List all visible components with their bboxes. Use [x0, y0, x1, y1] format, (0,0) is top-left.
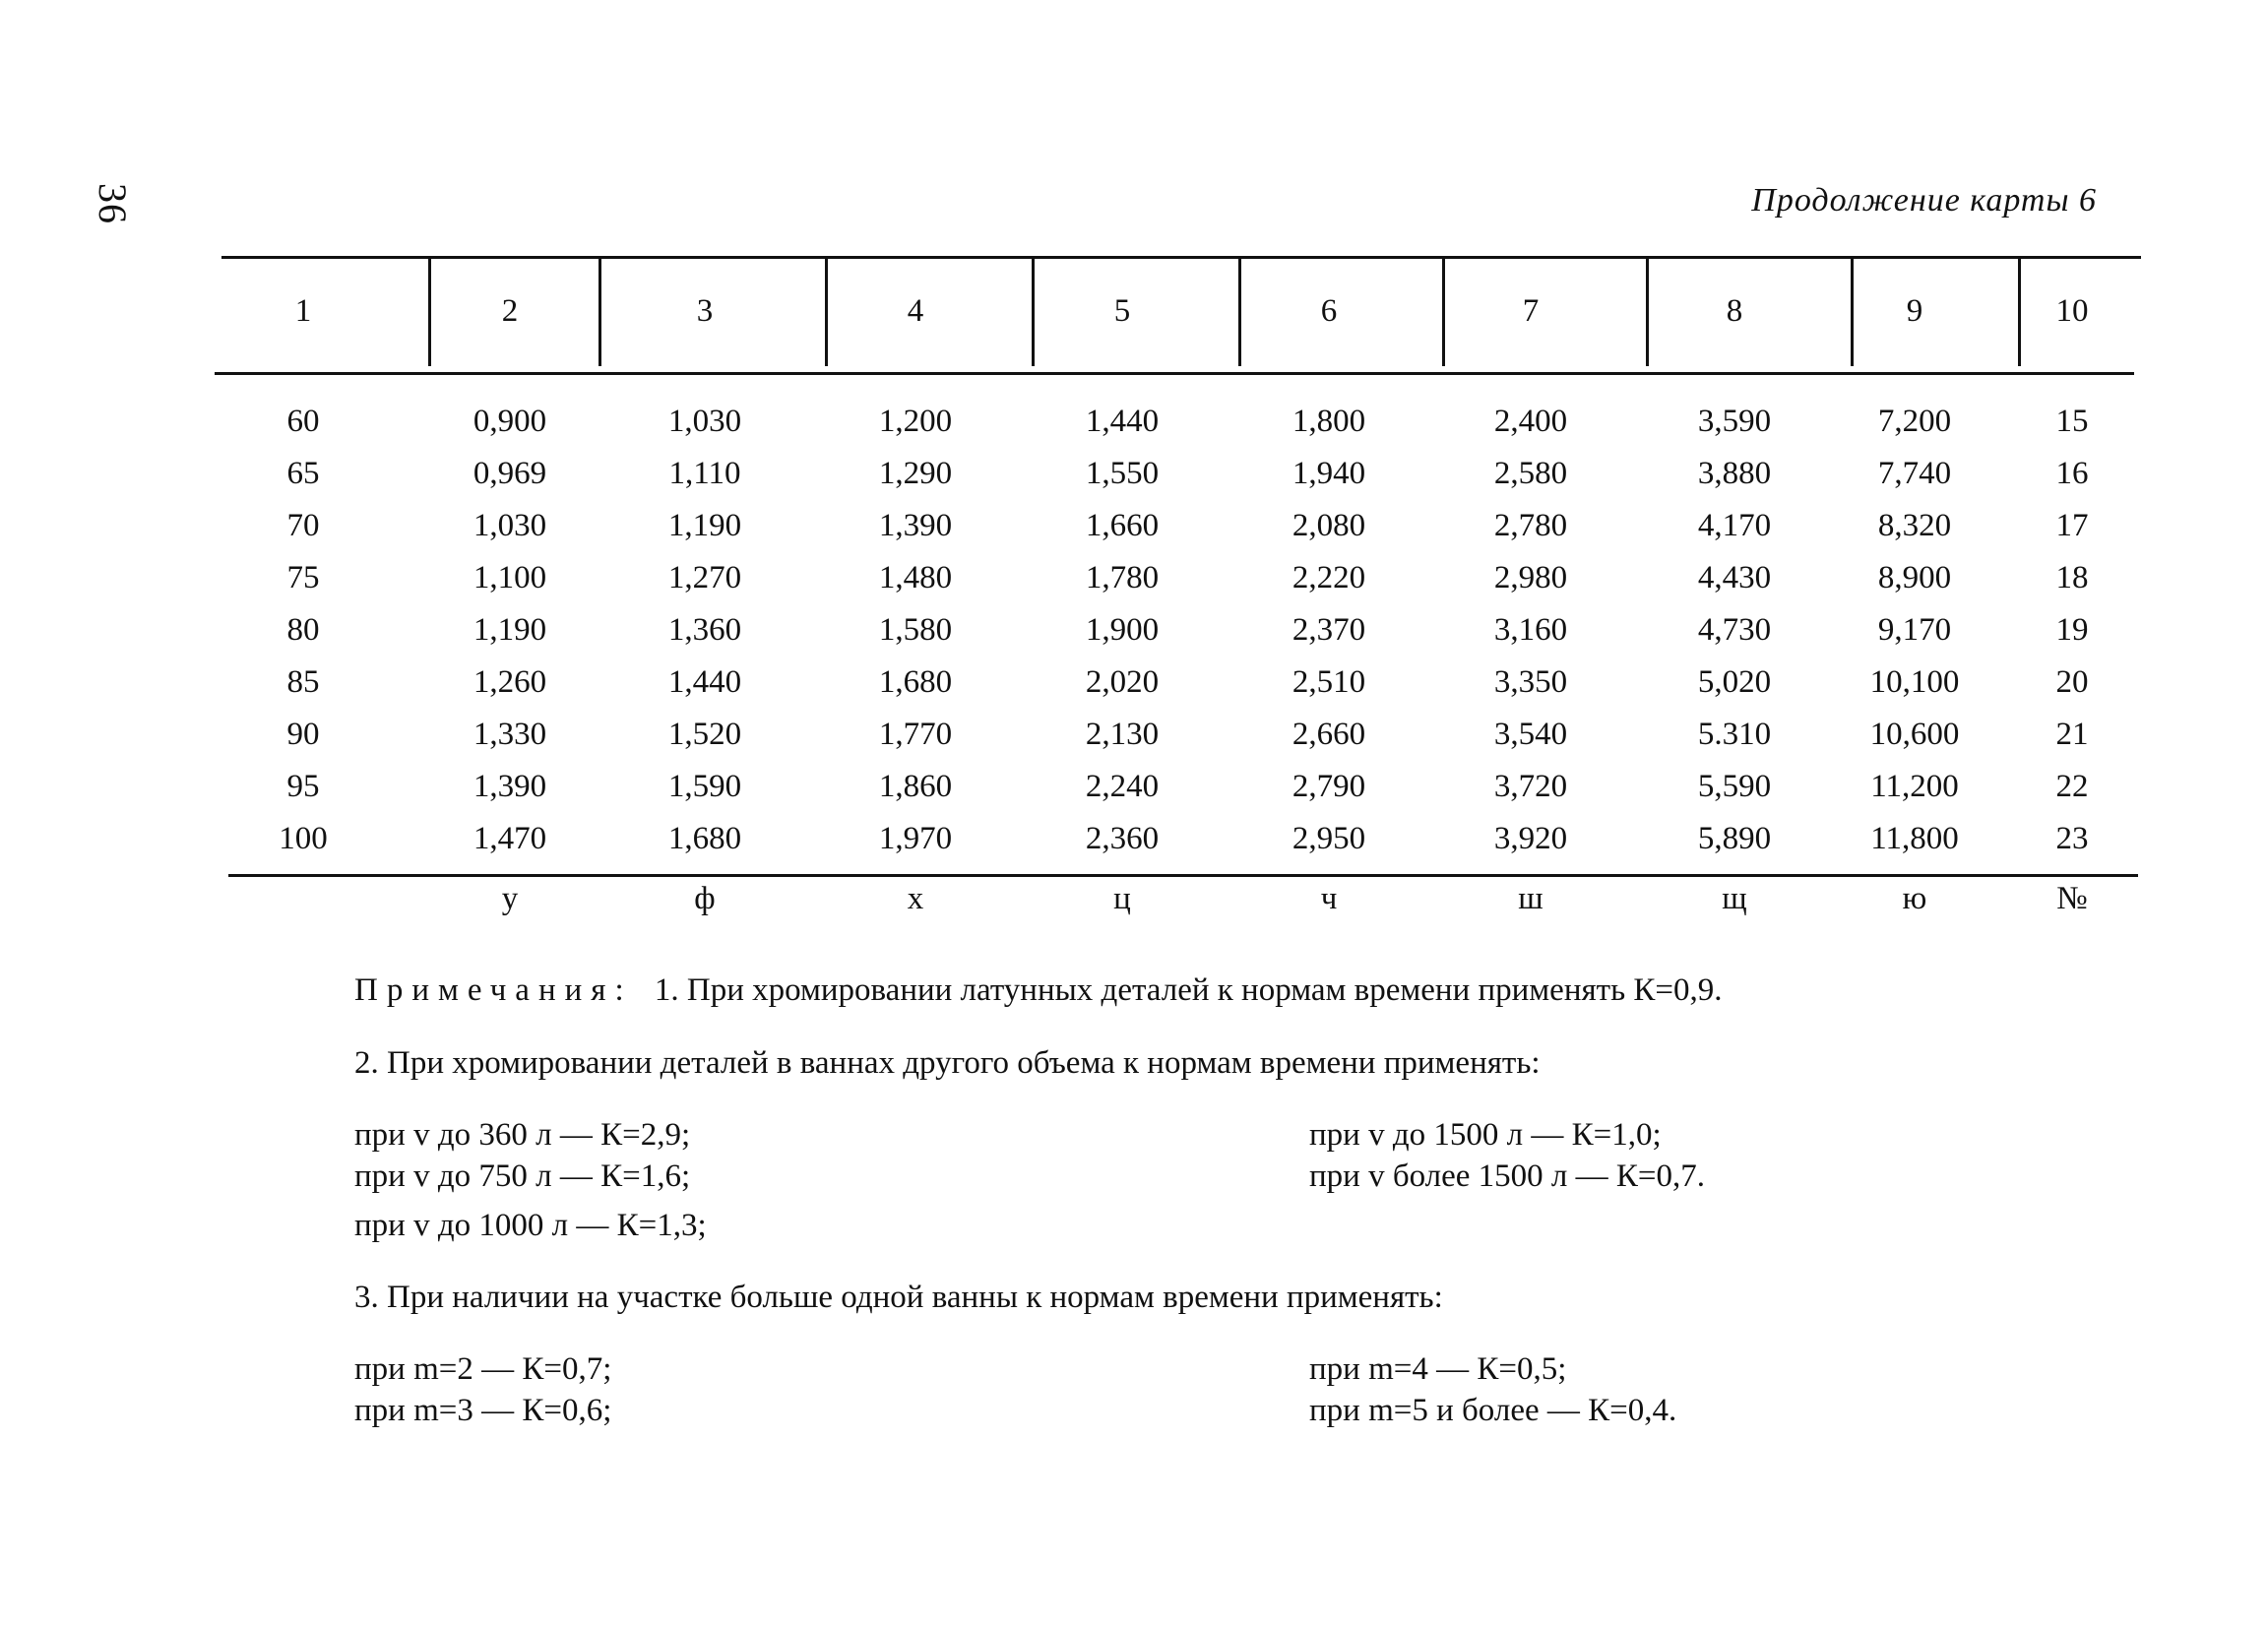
table-cell: ч — [1320, 881, 1338, 916]
table-cell: 1,940 — [1292, 456, 1366, 491]
table-cell: 1,800 — [1292, 404, 1366, 439]
table-cell: 3,540 — [1493, 717, 1568, 752]
note-2-item: при v до 750 л — К=1,6; — [354, 1158, 691, 1194]
table-cell: 1,480 — [878, 560, 953, 595]
table-cell: 65 — [286, 456, 320, 491]
table-cell: 1,680 — [878, 664, 953, 700]
table-cell: 70 — [286, 508, 320, 543]
table-cell: 2,980 — [1493, 560, 1568, 595]
note-3-item: при m=5 и более — К=0,4. — [1309, 1393, 1677, 1428]
table-cell: 5.310 — [1697, 717, 1772, 752]
table-cell: 19 — [2055, 612, 2089, 648]
table-cell: 7 — [1522, 293, 1540, 329]
table-cell: 100 — [279, 821, 328, 856]
table-cell: 1,190 — [667, 508, 742, 543]
table-cell: 1,970 — [878, 821, 953, 856]
header-bottom-rule — [215, 372, 2134, 375]
table-cell: 11,800 — [1870, 821, 1959, 856]
table-cell: 2,400 — [1493, 404, 1568, 439]
note-2-item: при v до 1500 л — К=1,0; — [1309, 1117, 1662, 1153]
table-cell: 1,200 — [878, 404, 953, 439]
table-cell: 2,130 — [1085, 717, 1160, 752]
table-cell: 3,880 — [1697, 456, 1772, 491]
table-cell: 4,430 — [1697, 560, 1772, 595]
table-cell: 2,780 — [1493, 508, 1568, 543]
table-cell: 1,100 — [472, 560, 547, 595]
table-cell: 3,160 — [1493, 612, 1568, 648]
table-cell: 1,390 — [472, 769, 547, 804]
table-cell: ф — [694, 881, 716, 916]
table-cell: х — [907, 881, 924, 916]
note-2: 2. При хромировании деталей в ваннах другого объема к нормам времени применять: — [354, 1045, 1541, 1081]
table-cell: 6 — [1320, 293, 1338, 329]
table-caption: Продолжение карты 6 — [1751, 182, 2097, 219]
table-cell: 1,360 — [667, 612, 742, 648]
table-cell: 1,190 — [472, 612, 547, 648]
note-3-item: при m=4 — К=0,5; — [1309, 1351, 1567, 1387]
note-3-item: при m=3 — К=0,6; — [354, 1393, 612, 1428]
table-cell: 1,520 — [667, 717, 742, 752]
table-cell: 1,030 — [667, 404, 742, 439]
table-cell: 2 — [501, 293, 519, 329]
table-cell: № — [2056, 881, 2088, 916]
note-2-item: при v более 1500 л — К=0,7. — [1309, 1158, 1706, 1194]
table-cell: 3,590 — [1697, 404, 1772, 439]
table-cell: 1,860 — [878, 769, 953, 804]
note-3: 3. При наличии на участке больше одной ванны к нормам времени применять: — [354, 1280, 1443, 1315]
table-cell: 1,110 — [668, 456, 741, 491]
table-cell: 9,170 — [1877, 612, 1952, 648]
note-3-item: при m=2 — К=0,7; — [354, 1351, 612, 1387]
table-cell: 1,440 — [667, 664, 742, 700]
table-cell: 23 — [2055, 821, 2089, 856]
table-cell: 22 — [2055, 769, 2089, 804]
table-cell: 8,320 — [1877, 508, 1952, 543]
table-cell: 2,360 — [1085, 821, 1160, 856]
table-cell: 10,100 — [1869, 664, 1960, 700]
table-cell: 7,740 — [1877, 456, 1952, 491]
table-cell: 60 — [286, 404, 320, 439]
table-cell: 5,020 — [1697, 664, 1772, 700]
table-cell: у — [501, 881, 519, 916]
table-cell: ю — [1902, 881, 1927, 916]
table-cell: 1,290 — [878, 456, 953, 491]
table-cell: 80 — [286, 612, 320, 648]
table-cell: 18 — [2055, 560, 2089, 595]
table-cell: 2,020 — [1085, 664, 1160, 700]
table-cell: 1,470 — [472, 821, 547, 856]
table-cell: 7,200 — [1877, 404, 1952, 439]
table-cell: 16 — [2055, 456, 2089, 491]
table-cell: 2,240 — [1085, 769, 1160, 804]
table-cell: ц — [1113, 881, 1131, 916]
table-cell: 5,590 — [1697, 769, 1772, 804]
table-cell: 5 — [1113, 293, 1131, 329]
table-cell: 3 — [696, 293, 714, 329]
table-cell: 1,590 — [667, 769, 742, 804]
note-1: 1. При хромировании латунных деталей к нормам времени применять К=0,9. — [654, 972, 1723, 1008]
table-cell: 3,920 — [1493, 821, 1568, 856]
table-cell: 1,770 — [878, 717, 953, 752]
table-cell: щ — [1722, 881, 1747, 916]
table-cell: 1,780 — [1085, 560, 1160, 595]
table-cell: 1 — [294, 293, 312, 329]
table-cell: 1,680 — [667, 821, 742, 856]
table-cell: 17 — [2055, 508, 2089, 543]
table-cell: 9 — [1906, 293, 1923, 329]
table-cell: 11,200 — [1870, 769, 1959, 804]
table-cell: 1,440 — [1085, 404, 1160, 439]
table-cell: 3,720 — [1493, 769, 1568, 804]
table-cell: ш — [1518, 881, 1544, 916]
notes-heading: Примечания: — [354, 972, 633, 1008]
table-cell: 90 — [286, 717, 320, 752]
table-cell: 2,790 — [1292, 769, 1366, 804]
table-bottom-rule — [228, 874, 2138, 877]
table-cell: 10,600 — [1869, 717, 1960, 752]
table-cell: 75 — [286, 560, 320, 595]
table-cell: 2,220 — [1292, 560, 1366, 595]
table-cell: 1,900 — [1085, 612, 1160, 648]
table-cell: 5,890 — [1697, 821, 1772, 856]
table-cell: 10 — [2055, 293, 2089, 329]
table-cell: 2,510 — [1292, 664, 1366, 700]
table-cell: 2,950 — [1292, 821, 1366, 856]
table-cell: 85 — [286, 664, 320, 700]
table-cell: 1,030 — [472, 508, 547, 543]
table-cell: 2,080 — [1292, 508, 1366, 543]
table-cell: 1,270 — [667, 560, 742, 595]
table-cell: 8,900 — [1877, 560, 1952, 595]
table-cell: 1,330 — [472, 717, 547, 752]
table-cell: 1,550 — [1085, 456, 1160, 491]
table-cell: 4 — [907, 293, 924, 329]
table-cell: 2,580 — [1493, 456, 1568, 491]
table-cell: 1,580 — [878, 612, 953, 648]
notes-line-1 — [354, 972, 1723, 1009]
table-cell: 1,390 — [878, 508, 953, 543]
table-cell: 1,260 — [472, 664, 547, 700]
table-cell: 3,350 — [1493, 664, 1568, 700]
table-cell: 21 — [2055, 717, 2089, 752]
table-cell: 95 — [286, 769, 320, 804]
note-2-item: при v до 360 л — К=2,9; — [354, 1117, 691, 1153]
page-number: 36 — [91, 183, 135, 224]
note-2-item: при v до 1000 л — К=1,3; — [354, 1208, 707, 1243]
column-divider — [598, 258, 601, 366]
table-cell: 0,969 — [472, 456, 547, 491]
table-cell: 4,170 — [1697, 508, 1772, 543]
table-cell: 1,660 — [1085, 508, 1160, 543]
table-cell: 20 — [2055, 664, 2089, 700]
table-cell: 4,730 — [1697, 612, 1772, 648]
table-cell: 0,900 — [472, 404, 547, 439]
table-cell: 8 — [1726, 293, 1743, 329]
table-cell: 2,370 — [1292, 612, 1366, 648]
table-cell: 15 — [2055, 404, 2089, 439]
table-cell: 2,660 — [1292, 717, 1366, 752]
